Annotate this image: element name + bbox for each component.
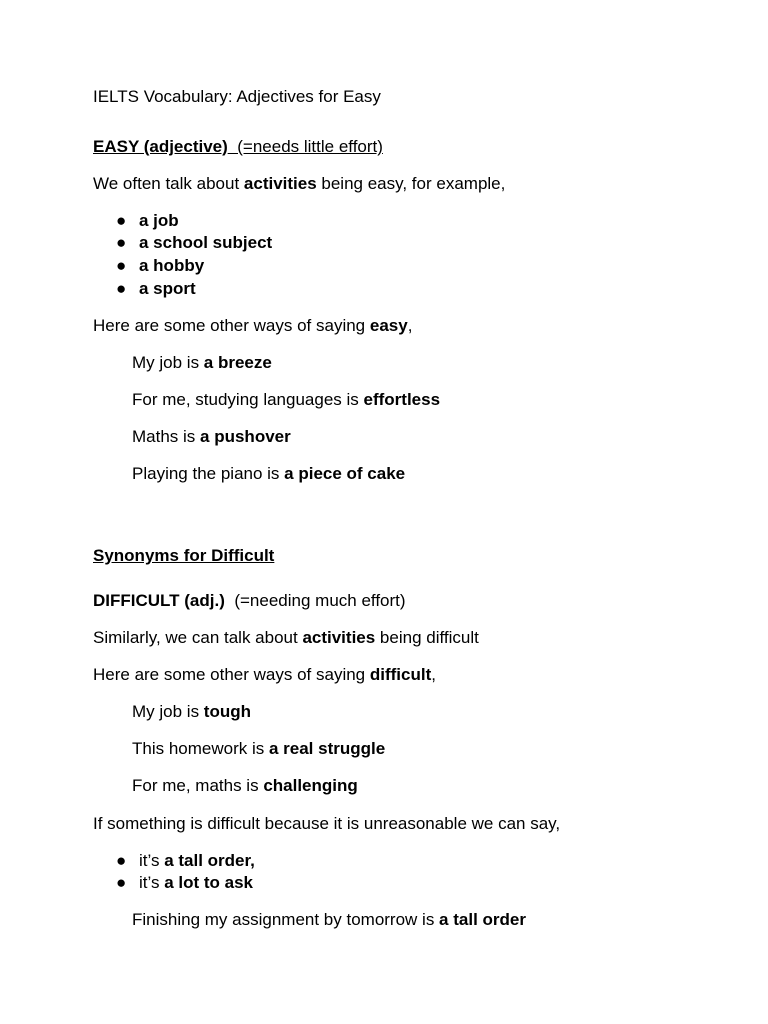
bullet-bold: a lot to ask	[164, 873, 254, 892]
example-bold: a piece of cake	[284, 464, 406, 483]
bullet-text: it’s	[139, 873, 165, 892]
list-item	[116, 279, 196, 299]
list-item	[116, 233, 272, 253]
difficult-final-example	[132, 910, 526, 930]
example-text: Playing the piano is	[132, 464, 285, 483]
bullet-text: a school subject	[139, 233, 273, 252]
difficult-heading-definition: (=needing much effort)	[224, 591, 406, 610]
bullet-icon: ●	[116, 279, 127, 298]
example-bold: a tall order	[439, 910, 526, 929]
difficult-example	[132, 739, 385, 759]
difficult-example	[132, 776, 358, 796]
example-text: Finishing my assignment by tomorrow is	[132, 910, 440, 929]
difficult-heading-term: DIFFICULT (adj.)	[93, 591, 225, 610]
example-text: For me, maths is	[132, 776, 264, 795]
list-item	[116, 211, 179, 231]
example-bold: effortless	[363, 390, 441, 409]
bullet-icon: ●	[116, 256, 127, 275]
bullet-text: a hobby	[139, 256, 205, 275]
bullet-text: a sport	[139, 279, 196, 298]
example-text: My job is	[132, 702, 204, 721]
difficult-other-text: Here are some other ways of saying	[93, 665, 370, 684]
difficult-other-ways	[93, 665, 436, 685]
example-bold: challenging	[263, 776, 358, 795]
easy-other-ways	[93, 316, 412, 336]
difficult-section-title: Synonyms for Difficult	[93, 546, 275, 565]
bullet-icon: ●	[116, 233, 127, 252]
easy-heading	[93, 137, 383, 157]
difficult-heading	[93, 591, 406, 611]
easy-example	[132, 427, 291, 447]
easy-intro-text: We often talk about	[93, 174, 244, 193]
difficult-other-bold: difficult	[369, 665, 432, 684]
difficult-similar	[93, 628, 479, 648]
easy-heading-definition: (=needs little effort)	[227, 137, 383, 156]
example-text: Maths is	[132, 427, 201, 446]
list-item	[116, 256, 204, 276]
easy-other-punct: ,	[407, 316, 413, 335]
bullet-icon: ●	[116, 851, 127, 870]
example-bold: a pushover	[200, 427, 291, 446]
bullet-icon: ●	[116, 211, 127, 230]
example-text: This homework is	[132, 739, 269, 758]
difficult-example	[132, 702, 251, 722]
easy-intro	[93, 174, 505, 194]
difficult-similar-text: Similarly, we can talk about	[93, 628, 303, 647]
list-item	[116, 851, 255, 871]
example-bold: a breeze	[203, 353, 272, 372]
example-bold: tough	[203, 702, 251, 721]
bullet-text: it’s	[139, 851, 165, 870]
easy-example	[132, 353, 272, 373]
difficult-similar-text-end: being difficult	[375, 628, 479, 647]
bullet-bold: a tall order,	[164, 851, 255, 870]
bullet-icon: ●	[116, 873, 127, 892]
list-item	[116, 873, 253, 893]
example-text: For me, studying languages is	[132, 390, 364, 409]
easy-other-text: Here are some other ways of saying	[93, 316, 370, 335]
easy-heading-term: EASY (adjective)	[93, 137, 228, 156]
example-bold: a real struggle	[268, 739, 386, 758]
easy-example	[132, 464, 405, 484]
easy-example	[132, 390, 440, 410]
easy-other-bold: easy	[369, 316, 408, 335]
difficult-similar-bold: activities	[302, 628, 376, 647]
page-title: IELTS Vocabulary: Adjectives for Easy	[93, 87, 381, 106]
difficult-unreasonable: If something is difficult because it is unreasonable we can say,	[93, 814, 561, 833]
bullet-text: a job	[139, 211, 179, 230]
difficult-other-punct: ,	[431, 665, 436, 684]
example-text: My job is	[132, 353, 204, 372]
easy-intro-text-end: being easy, for example,	[316, 174, 506, 193]
easy-intro-bold: activities	[243, 174, 317, 193]
